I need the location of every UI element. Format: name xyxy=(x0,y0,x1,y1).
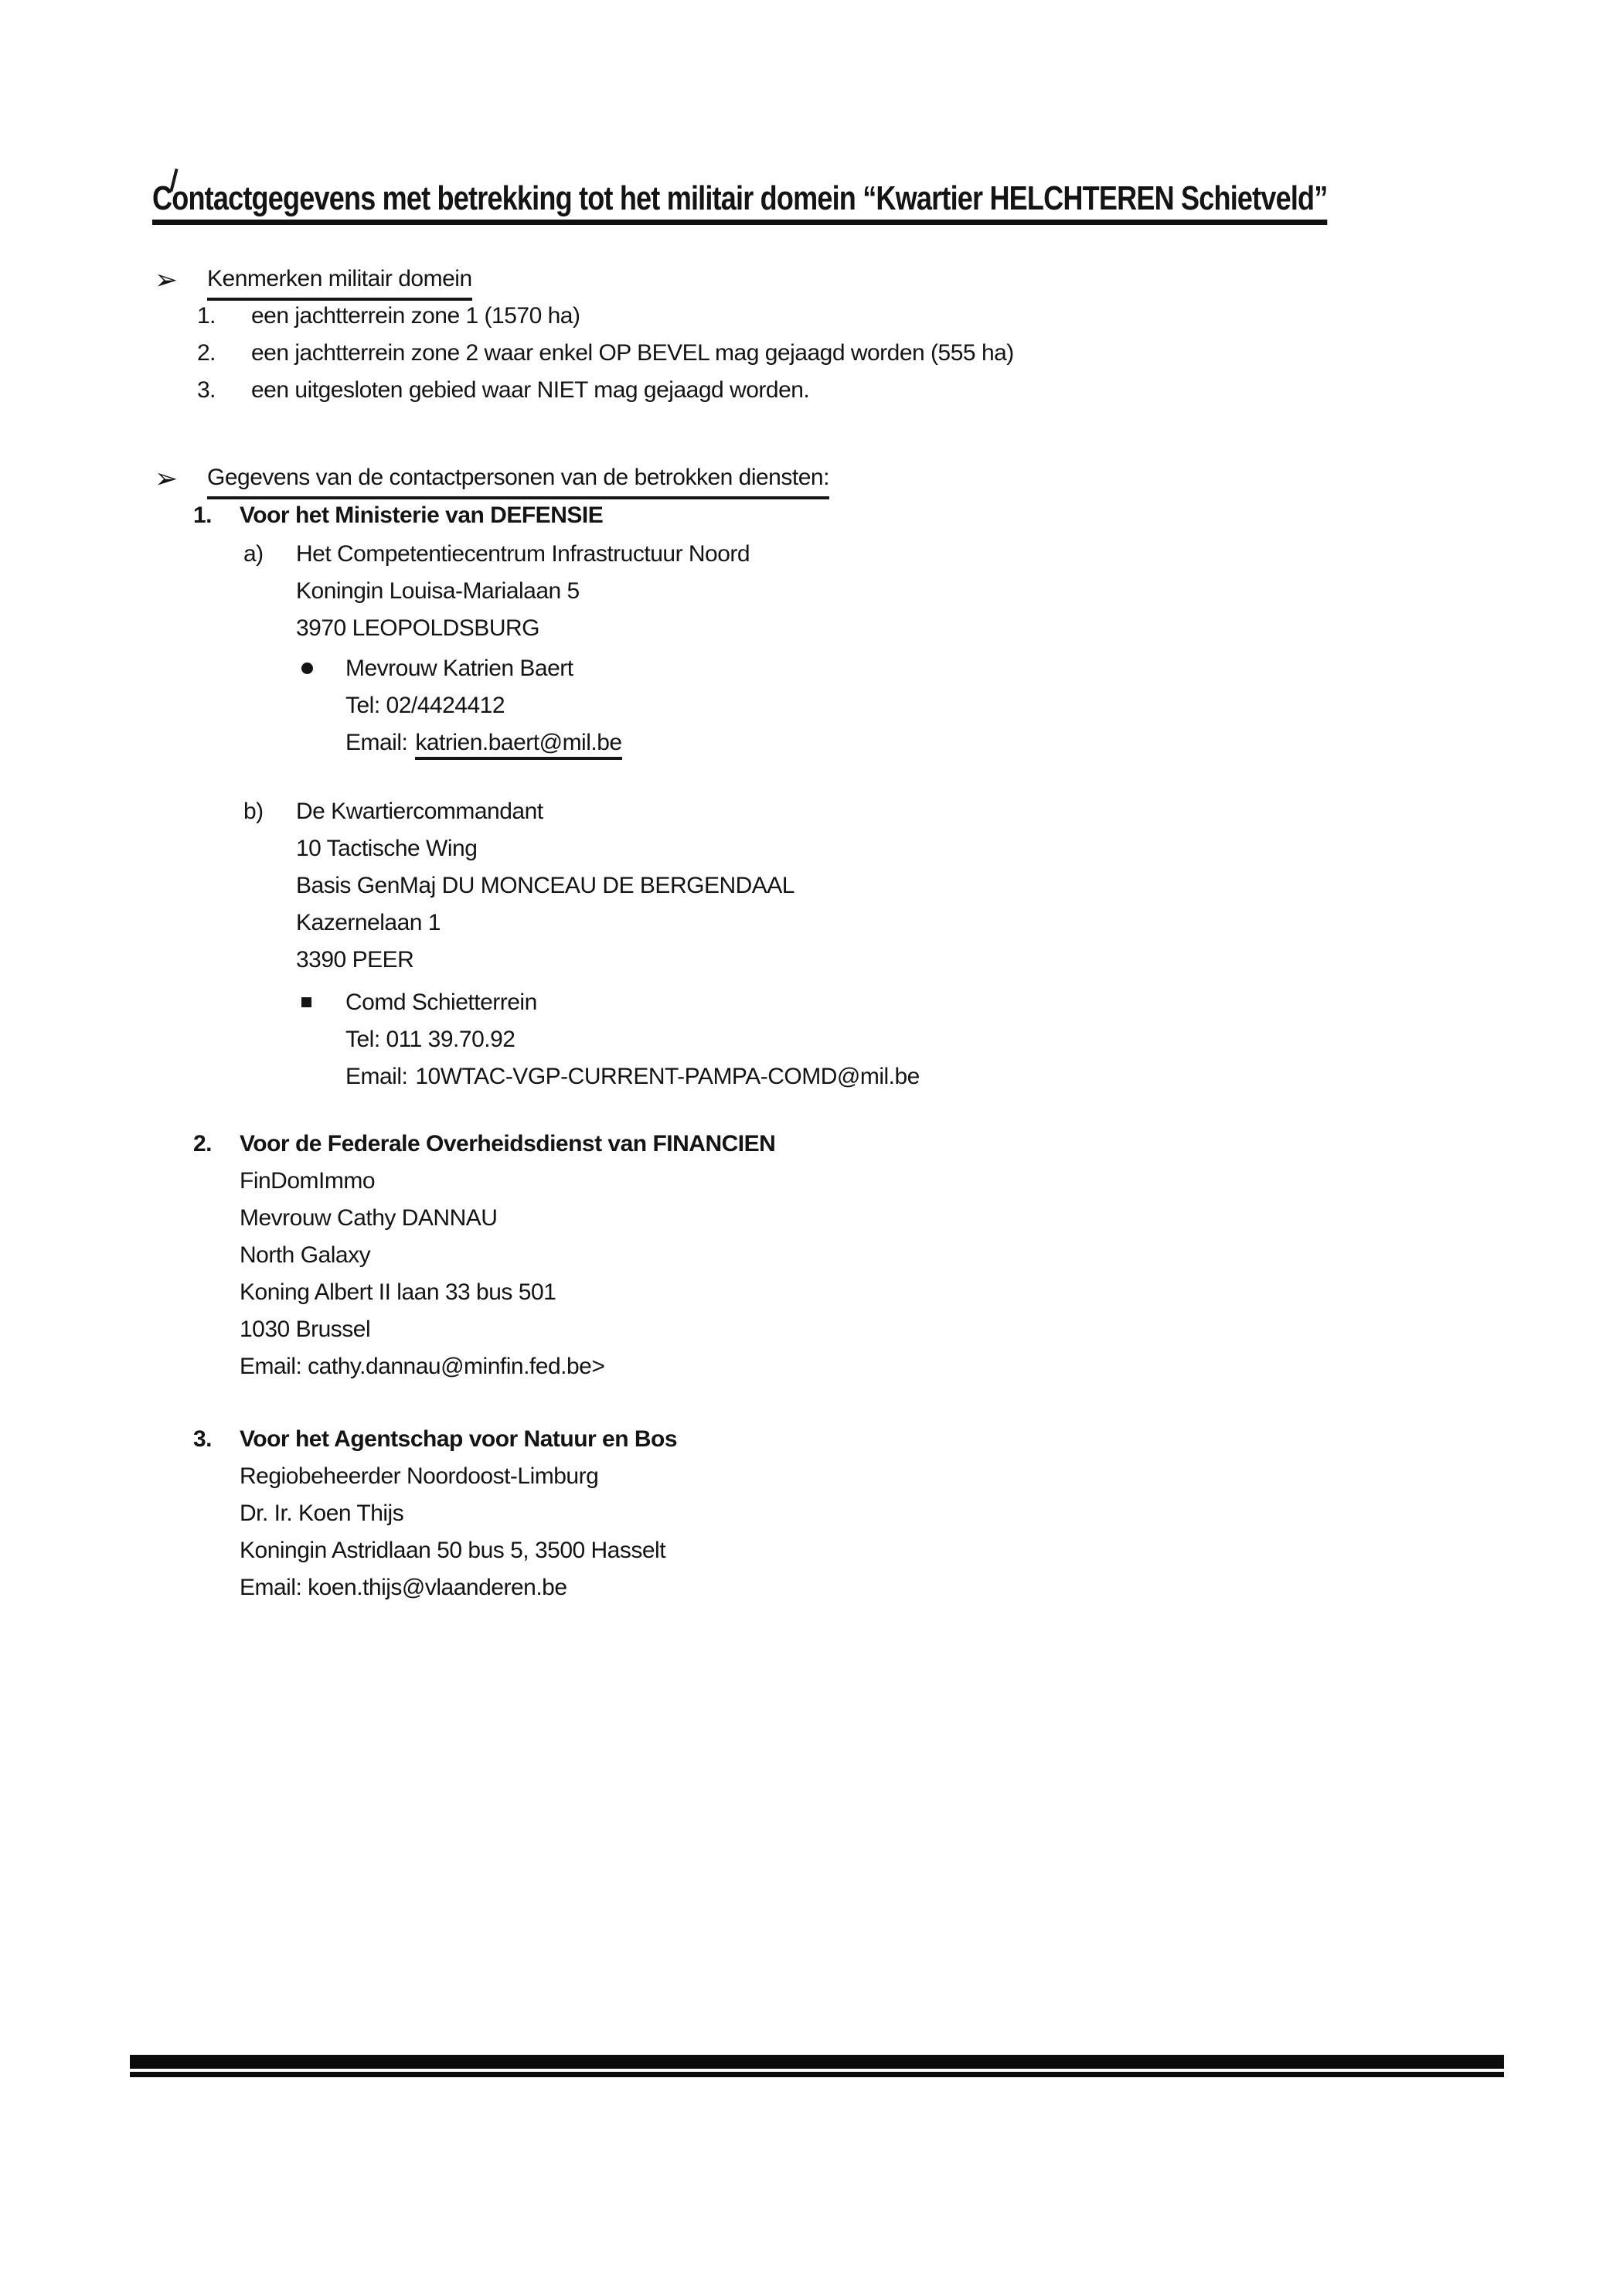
circle-bullet-icon xyxy=(301,655,345,684)
address-line: Basis GenMaj DU MONCEAU DE BERGENDAAL xyxy=(296,873,794,898)
section-heading-row xyxy=(207,264,472,301)
email-line xyxy=(345,1062,920,1092)
address-line: Regiobeheerder Noordoost-Limburg xyxy=(240,1463,599,1489)
email-line xyxy=(345,728,622,758)
org-name: Het Competentiecentrum Infrastructuur Noord xyxy=(296,541,750,567)
address-line: Koning Albert II laan 33 bus 501 xyxy=(240,1279,556,1305)
address-line: 1030 Brussel xyxy=(240,1317,371,1342)
email-label: Email: xyxy=(345,1064,408,1089)
email-address: katrien.baert@mil.be xyxy=(415,730,621,760)
list-item-text: een jachtterrein zone 1 (1570 ha) xyxy=(251,303,580,329)
page-bottom-rule xyxy=(130,2055,1504,2077)
address-line: 10 Tactische Wing xyxy=(296,836,478,861)
list-item-text: een uitgesloten gebied waar NIET mag gejaagd worden. xyxy=(251,377,810,403)
page-title: Contactgegevens met betrekking tot het militair domein “Kwartier HELCHTEREN Schietveld” xyxy=(152,184,1327,225)
section-heading-row xyxy=(207,463,829,499)
subentry-letter: b) xyxy=(243,799,264,824)
address-line: Kazernelaan 1 xyxy=(296,910,441,935)
list-item xyxy=(197,301,580,331)
section-heading-contactpersonen: Gegevens van de contactpersonen van de betrokken diensten: xyxy=(207,463,829,499)
email-address: 10WTAC-VGP-CURRENT-PAMPA-COMD@mil.be xyxy=(415,1064,920,1089)
entry-defensie xyxy=(193,501,603,530)
list-item-number: 1. xyxy=(197,303,216,329)
org-name: De Kwartiercommandant xyxy=(296,799,543,824)
rule-thick-bar xyxy=(130,2055,1504,2069)
address-line: 3390 PEER xyxy=(296,947,414,973)
list-item xyxy=(197,376,809,405)
arrow-bullet-icon: ➢ xyxy=(155,264,178,296)
entry-title: Voor de Federale Overheidsdienst van FINANCIEN xyxy=(240,1131,776,1157)
entry-title: Voor het Agentschap voor Natuur en Bos xyxy=(240,1426,678,1452)
entry-number: 2. xyxy=(193,1131,213,1157)
email-line: Email: cathy.dannau@minfin.fed.be> xyxy=(240,1354,605,1379)
square-bullet-icon xyxy=(301,989,345,1018)
contact-row xyxy=(301,988,537,1018)
email-line: Email: koen.thijs@vlaanderen.be xyxy=(240,1575,567,1600)
section-heading-kenmerken: Kenmerken militair domein xyxy=(207,264,472,301)
phone-line: Tel: 011 39.70.92 xyxy=(345,1027,515,1052)
address-line: North Galaxy xyxy=(240,1242,371,1268)
address-line: FinDomImmo xyxy=(240,1168,376,1194)
list-item xyxy=(197,339,1014,368)
subentry-b xyxy=(243,797,543,826)
list-item-number: 3. xyxy=(197,377,216,403)
email-label: Email: xyxy=(345,730,408,755)
address-line: Koningin Astridlaan 50 bus 5, 3500 Hasselt xyxy=(240,1538,666,1563)
contact-name: Mevrouw Cathy DANNAU xyxy=(240,1205,498,1231)
entry-title: Voor het Ministerie van DEFENSIE xyxy=(240,502,604,528)
rule-thin-bar xyxy=(130,2072,1504,2077)
list-item-number: 2. xyxy=(197,340,216,366)
entry-number: 3. xyxy=(193,1426,213,1452)
contact-name: Mevrouw Katrien Baert xyxy=(345,656,573,681)
entry-natuur-en-bos xyxy=(193,1425,677,1454)
subentry-a xyxy=(243,540,750,569)
address-line: 3970 LEOPOLDSBURG xyxy=(296,615,539,641)
contact-row xyxy=(301,654,573,684)
entry-number: 1. xyxy=(193,502,213,528)
contact-name: Dr. Ir. Koen Thijs xyxy=(240,1501,404,1526)
address-line: Koningin Louisa-Marialaan 5 xyxy=(296,578,580,604)
title-row xyxy=(152,179,1585,225)
phone-line: Tel: 02/4424412 xyxy=(345,693,505,718)
contact-name: Comd Schietterrein xyxy=(345,990,537,1015)
entry-financien xyxy=(193,1129,775,1159)
list-item-text: een jachtterrein zone 2 waar enkel OP BEVEL mag gejaagd worden (555 ha) xyxy=(251,340,1014,366)
arrow-bullet-icon: ➢ xyxy=(155,463,178,495)
subentry-letter: a) xyxy=(243,541,264,567)
